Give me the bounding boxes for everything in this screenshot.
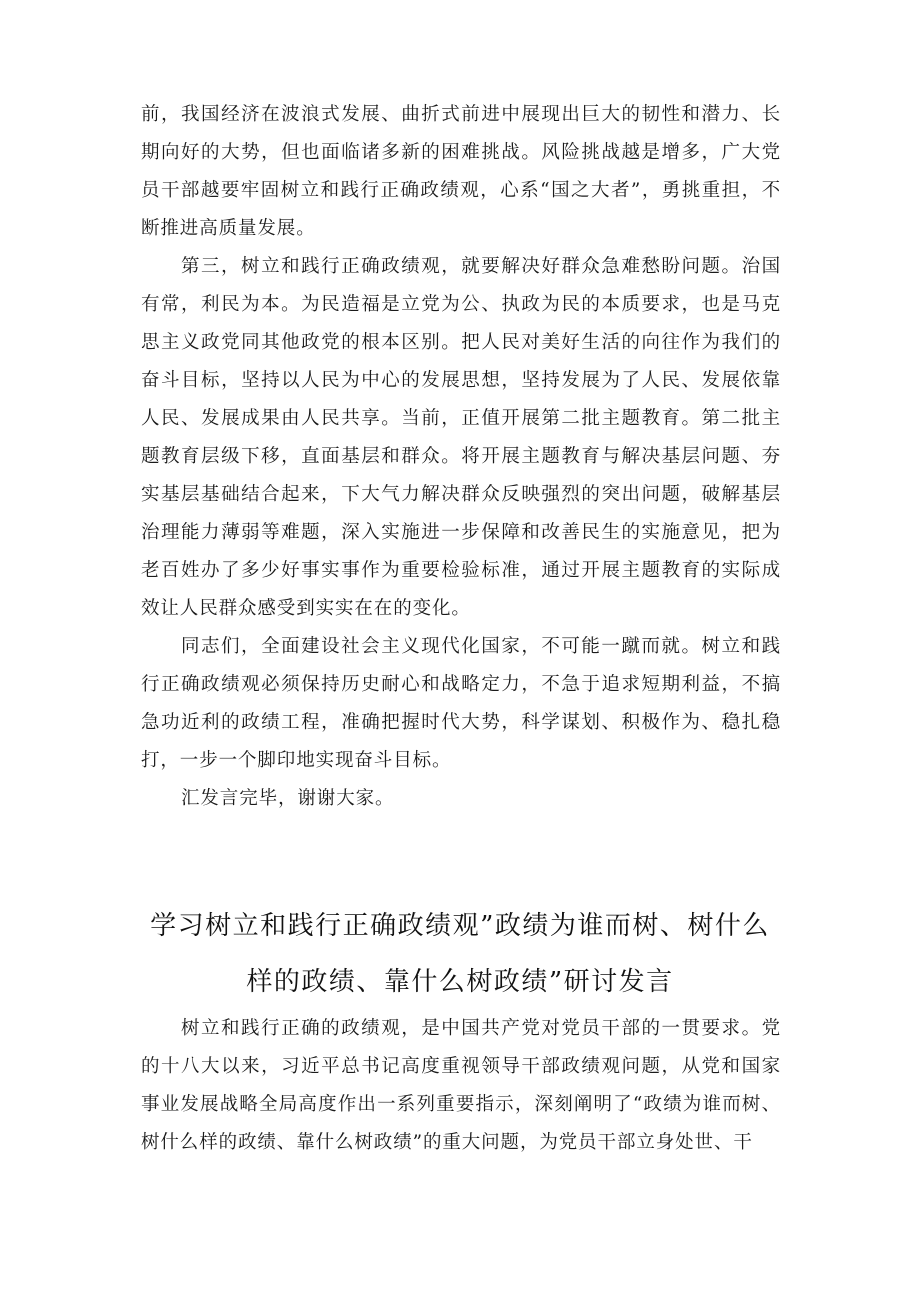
paragraph-comrades: 同志们，全面建设社会主义现代化国家，不可能一蹴而就。树立和践行正确政绩观必须保持历史耐心和战略定力，不急于追求短期利益，不搞急功近利的政绩工程，准确把握时代大势，科学谋划、积极作为、稳扎稳打，一步一个脚印地实现奋斗目标。 [141,636,781,771]
body-section-bottom [141,1010,781,1162]
body-section-top [141,96,781,818]
paragraph-continuation: 前，我国经济在波浪式发展、曲折式前进中展现出巨大的韧性和潜力、长期向好的大势，但也面临诸多新的困难挑战。风险挑战越是增多，广大党员干部越要牢固树立和践行正确政绩观，心系“国之大者”，勇挑重担，不断推进高质量发展。 [141,104,781,239]
title-line-2: 样的政绩、靠什么树政绩”研讨发言 [246,967,674,997]
paragraph-third-point: 第三，树立和践行正确政绩观，就要解决好群众急难愁盼问题。治国有常，利民为本。为民造福是立党为公、执政为民的本质要求，也是马克思主义政党同其他政党的根本区别。把人民对美好生活的向往作为我们的奋斗目标，坚持以人民为中心的发展思想，坚持发展为了人民、发展依靠人民、发展成果由人民共享。当前，正值开展第二批主题教育。第二批主题教育层级下移，直面基层和群众。将开展主题教育与解决基层问题、夯实基层基础结合起来，下大气力解决群众反映强烈的突出问题，破解基层治理能力薄弱等难题，深入实施进一步保障和改善民生的实施意见，把为老百姓办了多少好事实事作为重要检验标准，通过开展主题教育的实际成效让人民群众感受到实实在在的变化。 [141,256,781,619]
paragraph-intro: 树立和践行正确的政绩观，是中国共产党对党员干部的一贯要求。党的十八大以来，习近平总书记高度重视领导干部政绩观问题，从党和国家事业发展战略全局高度作出一系列重要指示，深刻阐明了“政绩为谁而树、树什么样的政绩、靠什么树政绩”的重大问题，为党员干部立身处世、干 [141,1018,781,1153]
title-line-1: 学习树立和践行正确政绩观”政绩为谁而树、树什么 [150,911,770,941]
document-title [130,898,790,1010]
paragraph-closing: 汇发言完毕，谢谢大家。 [181,788,395,809]
